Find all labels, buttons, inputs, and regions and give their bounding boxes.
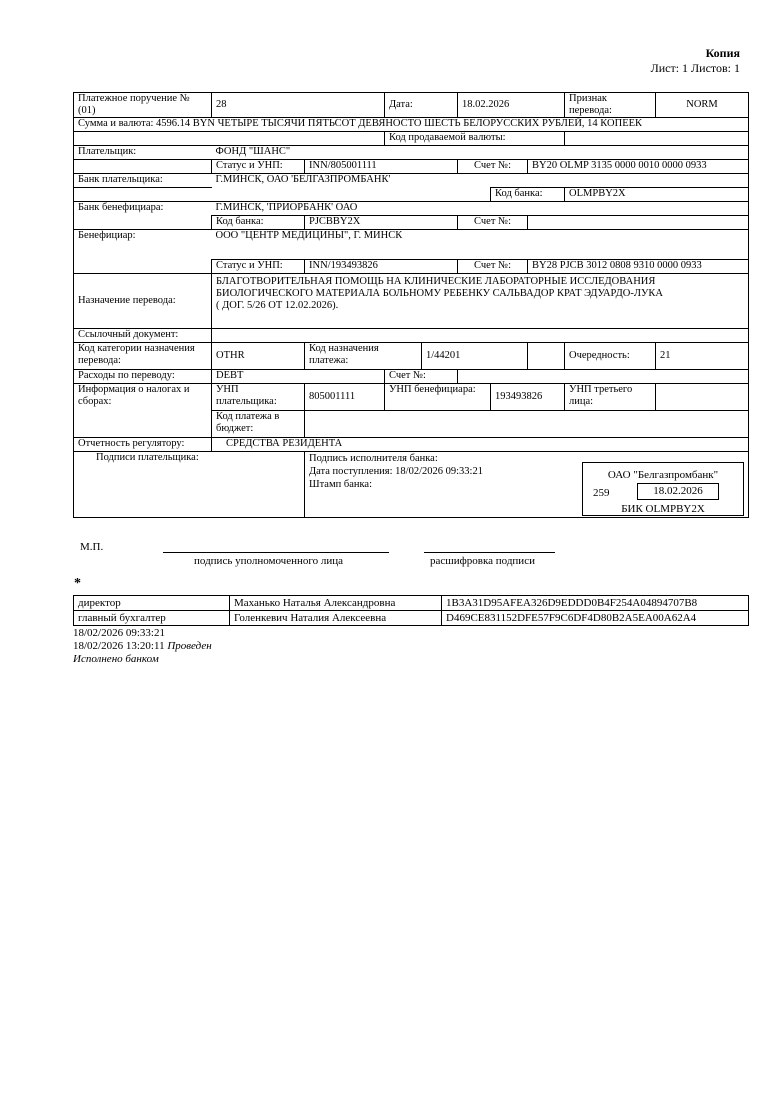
stamp-label: Штамп банка:: [309, 479, 372, 490]
sold-currency-label: Код продаваемой валюты:: [385, 132, 565, 146]
receipt-date: Дата поступления: 18/02/2026 09:33:21: [309, 466, 483, 477]
date-label: Дата:: [385, 93, 458, 118]
stamp-bank-name: ОАО "Белгазпромбанк": [607, 469, 719, 481]
signer-hash: 1B3A31D95AFEA326D9EDDD0B4F254A04894707B8: [442, 596, 749, 611]
third-party-unp-label: УНП третьего лица:: [565, 384, 656, 411]
beneficiary-bank-account-label: Счет №:: [458, 216, 528, 230]
purpose-label: Назначение перевода:: [74, 274, 212, 329]
taxes-label: Информация о налогах и сборах:: [74, 384, 212, 438]
beneficiary-name: ООО "ЦЕНТР МЕДИЦИНЫ", Г. МИНСК: [212, 230, 749, 260]
decipher-signature-line: [424, 552, 555, 553]
authorized-signature-caption: подпись уполномоченного лица: [194, 555, 343, 567]
spacer: [74, 132, 385, 146]
log-line: [73, 640, 212, 653]
expenses-value: DEBT: [212, 370, 385, 384]
expenses-account: [458, 370, 749, 384]
decipher-signature-caption: расшифровка подписи: [430, 555, 535, 567]
sheet-count: Лист: 1 Листов: 1: [650, 61, 740, 75]
signer-name: Голенкевич Наталия Алексеевна: [230, 611, 442, 626]
purpose-line: БЛАГОТВОРИТЕЛЬНАЯ ПОМОЩЬ НА КЛИНИЧЕСКИЕ ЛАБОРАТОРНЫЕ ИССЛЕДОВАНИЯ: [216, 276, 656, 287]
payer-unp: 805001111: [305, 384, 385, 411]
spacer: [74, 160, 212, 174]
seal-mark: М.П.: [80, 541, 104, 553]
payer-bank-name: Г.МИНСК, ОАО 'БЕЛГАЗПРОМБАНК': [212, 174, 749, 188]
category-value: OTHR: [212, 343, 305, 370]
signer-role: директор: [74, 596, 230, 611]
stamp-number: 259: [593, 487, 610, 499]
log-status: Проведен: [167, 640, 212, 652]
expenses-account-label: Счет №:: [385, 370, 458, 384]
reference-doc-value: [212, 329, 749, 343]
beneficiary-status: INN/193493826: [305, 260, 458, 274]
spacer: [74, 188, 491, 202]
signer-role: главный бухгалтер: [74, 611, 230, 626]
beneficiary-label: Бенефициар:: [74, 230, 212, 260]
purpose-text: [212, 274, 749, 329]
copy-mark: Копия: [705, 46, 740, 60]
payer-bank-code: OLMPBY2X: [565, 188, 749, 202]
budget-code-label: Код платежа в бюджет:: [212, 411, 305, 438]
payer-bank-label: Банк плательщика:: [74, 174, 212, 188]
budget-code: [305, 411, 749, 438]
asterisk-mark: *: [74, 576, 81, 591]
payer-bank-code-label: Код банка:: [491, 188, 565, 202]
log-line: Исполнено банком: [73, 653, 159, 665]
bank-signature-text: [309, 452, 483, 491]
expenses-label: Расходы по переводу:: [74, 370, 212, 384]
signer-hash: D469CE831152DFE57F9C6DF4D80B2A5EA00A62A4: [442, 611, 749, 626]
sold-currency-value: [565, 132, 749, 146]
beneficiary-bank-account: [528, 216, 749, 230]
reference-doc-label: Ссылочный документ:: [74, 329, 212, 343]
order-number-label: Платежное поручение № (01): [74, 93, 212, 118]
amount-line: Сумма и валюта: 4596.14 BYN ЧЕТЫРЕ ТЫСЯЧИ ПЯТЬСОТ ДЕВЯНОСТО ШЕСТЬ БЕЛОРУССКИХ РУБЛЕЙ, 14 КОПЕЕК: [74, 118, 749, 132]
bank-stamp: [582, 462, 744, 516]
purpose-code-label: Код назначения платежа:: [305, 343, 422, 370]
document-header: [651, 46, 740, 76]
beneficiary-bank-code: PJCBBY2X: [305, 216, 458, 230]
payer-account: BY20 OLMP 3135 0000 0010 0000 0933: [528, 160, 749, 174]
payer-name: ФОНД "ШАНС": [212, 146, 749, 160]
transfer-sign: NORM: [656, 93, 749, 118]
payer-unp-label: УНП плательщика:: [212, 384, 305, 411]
beneficiary-account-label: Счет №:: [458, 260, 528, 274]
beneficiary-account: BY28 PJCB 3012 0808 9310 0000 0933: [528, 260, 749, 274]
order-date: 18.02.2026: [458, 93, 565, 118]
beneficiary-unp: 193493826: [491, 384, 565, 411]
priority: 21: [656, 343, 749, 370]
stamp-date: 18.02.2026: [637, 483, 719, 500]
spacer: [74, 260, 212, 274]
third-party-unp: [656, 384, 749, 411]
regulator-value: СРЕДСТВА РЕЗИДЕНТА: [212, 438, 749, 452]
beneficiary-bank-label: Банк бенефициара:: [74, 202, 212, 216]
payer-signature-label: Подписи плательщика:: [74, 452, 305, 518]
purpose-code: 1/44201: [422, 343, 528, 370]
table-row: [74, 596, 749, 611]
payer-status-label: Статус и УНП:: [212, 160, 305, 174]
signer-name: Маханько Наталья Александровна: [230, 596, 442, 611]
regulator-label: Отчетность регулятору:: [74, 438, 212, 452]
bank-sign-label: Подпись исполнителя банка:: [309, 453, 438, 464]
log-date: 18/02/2026 13:20:11: [73, 640, 165, 652]
priority-label: Очередность:: [565, 343, 656, 370]
processing-log: [73, 627, 212, 666]
log-line: 18/02/2026 09:33:21: [73, 627, 165, 639]
transfer-sign-label: Признак перевода:: [565, 93, 656, 118]
beneficiary-bank-code-label: Код банка:: [212, 216, 305, 230]
beneficiary-bank-name: Г.МИНСК, 'ПРИОРБАНК' ОАО: [212, 202, 749, 216]
stamp-bik: БИК OLMPBY2X: [621, 503, 705, 515]
payer-label: Плательщик:: [74, 146, 212, 160]
table-row: [74, 611, 749, 626]
spacer: [528, 343, 565, 370]
payer-status: INN/805001111: [305, 160, 458, 174]
bank-signature-block: [305, 452, 749, 518]
payer-account-label: Счет №:: [458, 160, 528, 174]
authorized-signature-line: [163, 552, 389, 553]
purpose-line: БИОЛОГИЧЕСКОГО МАТЕРИАЛА БОЛЬНОМУ РЕБЕНКУ САЛЬВАДОР КРАТ ЭДУАРДО-ЛУКА: [216, 288, 663, 299]
purpose-line: ( ДОГ. 5/26 ОТ 12.02.2026).: [216, 300, 339, 311]
beneficiary-status-label: Статус и УНП:: [212, 260, 305, 274]
category-label: Код категории назначения перевода:: [74, 343, 212, 370]
beneficiary-unp-label: УНП бенефициара:: [385, 384, 491, 411]
signers-table: [73, 595, 749, 626]
payment-order-table: [73, 92, 749, 518]
order-number: 28: [212, 93, 385, 118]
spacer: [74, 216, 212, 230]
